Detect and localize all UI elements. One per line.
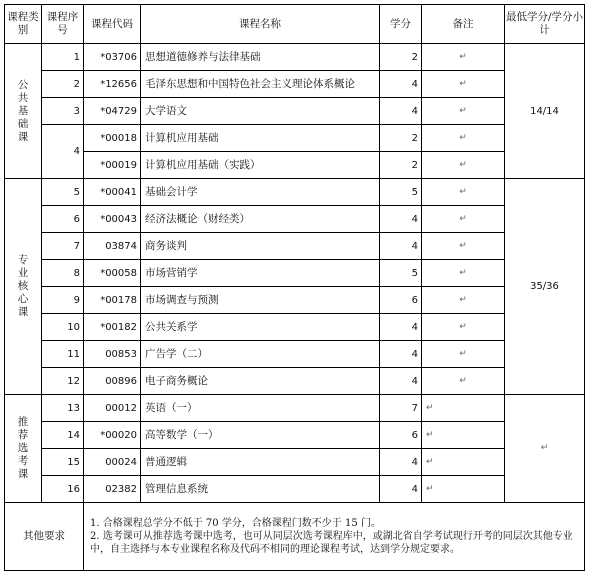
- row-remark: ↵: [422, 314, 505, 341]
- row-seq: 2: [42, 71, 84, 98]
- course-table: [4, 4, 585, 571]
- row-credit: 5: [380, 260, 422, 287]
- row-name: 计算机应用基础: [141, 125, 380, 152]
- row-code: 02382: [84, 476, 141, 503]
- row-code: *04729: [84, 98, 141, 125]
- row-name: 市场调查与预测: [141, 287, 380, 314]
- row-remark: ↵: [422, 395, 505, 422]
- row-name: 基础会计学: [141, 179, 380, 206]
- row-remark: ↵: [422, 476, 505, 503]
- row-code: *00041: [84, 179, 141, 206]
- row-code: *00043: [84, 206, 141, 233]
- header-remark: 备注: [422, 5, 505, 44]
- row-code: *00182: [84, 314, 141, 341]
- row-seq: 14: [42, 422, 84, 449]
- row-seq: 6: [42, 206, 84, 233]
- row-credit: 2: [380, 44, 422, 71]
- row-seq: 9: [42, 287, 84, 314]
- row-code: *00019: [84, 152, 141, 179]
- row-remark: ↵: [422, 368, 505, 395]
- table-row: [5, 152, 585, 179]
- row-seq: 15: [42, 449, 84, 476]
- row-code: *00058: [84, 260, 141, 287]
- row-code: 00853: [84, 341, 141, 368]
- row-seq: 7: [42, 233, 84, 260]
- row-credit: 4: [380, 368, 422, 395]
- row-seq: 8: [42, 260, 84, 287]
- row-code: *00018: [84, 125, 141, 152]
- table-row: [5, 233, 585, 260]
- category-label: 专业核心课: [17, 254, 29, 318]
- table-row: [5, 125, 585, 152]
- row-remark: ↵: [422, 71, 505, 98]
- table-row: [5, 260, 585, 287]
- category-elective: [5, 395, 42, 503]
- row-remark: ↵: [422, 287, 505, 314]
- table-row: [5, 314, 585, 341]
- category-label: 公共基础课: [17, 78, 29, 143]
- subtotal-elective: ↵: [505, 395, 585, 503]
- row-code: 03874: [84, 233, 141, 260]
- other-requirements-label: 其他要求: [5, 503, 84, 571]
- row-credit: 2: [380, 152, 422, 179]
- row-remark: ↵: [422, 125, 505, 152]
- other-requirements-notes: [84, 503, 585, 571]
- row-code: 00012: [84, 395, 141, 422]
- row-remark: ↵: [422, 44, 505, 71]
- category-public: [5, 44, 42, 179]
- row-credit: 4: [380, 449, 422, 476]
- row-code: *00020: [84, 422, 141, 449]
- row-seq: 10: [42, 314, 84, 341]
- row-name: 思想道德修养与法律基础: [141, 44, 380, 71]
- header-row: [5, 5, 585, 44]
- row-credit: 5: [380, 179, 422, 206]
- header-category: 课程类别: [5, 5, 42, 44]
- table-row: [5, 179, 585, 206]
- row-seq: 3: [42, 98, 84, 125]
- header-name: 课程名称: [141, 5, 380, 44]
- row-remark: ↵: [422, 206, 505, 233]
- row-credit: 4: [380, 98, 422, 125]
- table-row: [5, 206, 585, 233]
- row-credit: 7: [380, 395, 422, 422]
- row-credit: 4: [380, 233, 422, 260]
- table-row: [5, 422, 585, 449]
- header-credit: 学分: [380, 5, 422, 44]
- row-credit: 4: [380, 314, 422, 341]
- row-seq: 5: [42, 179, 84, 206]
- table-row: [5, 476, 585, 503]
- row-seq: 16: [42, 476, 84, 503]
- row-code: *12656: [84, 71, 141, 98]
- row-seq: 12: [42, 368, 84, 395]
- row-code: *03706: [84, 44, 141, 71]
- row-name: 商务谈判: [141, 233, 380, 260]
- row-remark: ↵: [422, 260, 505, 287]
- row-seq: 13: [42, 395, 84, 422]
- row-name: 电子商务概论: [141, 368, 380, 395]
- row-remark: ↵: [422, 422, 505, 449]
- header-code: 课程代码: [84, 5, 141, 44]
- requirement-note-1: 1. 合格课程总学分不低于 70 学分，合格课程门数不少于 15 门。: [90, 518, 381, 529]
- other-requirements-row: [5, 503, 585, 571]
- row-name: 大学语文: [141, 98, 380, 125]
- row-remark: ↵: [422, 341, 505, 368]
- row-credit: 4: [380, 476, 422, 503]
- requirement-note-2: 2. 选考课可从推荐选考课中选考，也可从同层次选考课程库中，或湖北省自学考试现行开考的同层次其他专业中，自主选择与本专业课程名称及代码不相同的理论课程考试，达到学分规定要求。: [90, 531, 573, 555]
- row-seq: 4: [42, 125, 84, 179]
- row-name: 广告学（二）: [141, 341, 380, 368]
- row-name: 经济法概论（财经类）: [141, 206, 380, 233]
- category-label: 推荐选考课: [17, 416, 29, 480]
- row-seq: 1: [42, 44, 84, 71]
- row-credit: 2: [380, 125, 422, 152]
- table-row: [5, 44, 585, 71]
- row-name: 毛泽东思想和中国特色社会主义理论体系概论: [141, 71, 380, 98]
- table-row: [5, 368, 585, 395]
- row-credit: 4: [380, 71, 422, 98]
- row-name: 普通逻辑: [141, 449, 380, 476]
- row-credit: 6: [380, 422, 422, 449]
- row-remark: ↵: [422, 179, 505, 206]
- table-row: [5, 449, 585, 476]
- row-name: 高等数学（一）: [141, 422, 380, 449]
- row-code: 00896: [84, 368, 141, 395]
- row-remark: ↵: [422, 98, 505, 125]
- row-name: 计算机应用基础（实践）: [141, 152, 380, 179]
- subtotal-core: 35/36: [505, 179, 585, 395]
- row-name: 市场营销学: [141, 260, 380, 287]
- table-row: [5, 395, 585, 422]
- table-row: [5, 287, 585, 314]
- row-remark: ↵: [422, 152, 505, 179]
- table-row: [5, 98, 585, 125]
- table-row: [5, 71, 585, 98]
- row-seq: 11: [42, 341, 84, 368]
- row-remark: ↵: [422, 233, 505, 260]
- row-name: 管理信息系统: [141, 476, 380, 503]
- row-name: 公共关系学: [141, 314, 380, 341]
- header-seq: 课程序号: [42, 5, 84, 44]
- row-code: *00178: [84, 287, 141, 314]
- category-core: [5, 179, 42, 395]
- table-row: [5, 341, 585, 368]
- row-credit: 4: [380, 206, 422, 233]
- row-code: 00024: [84, 449, 141, 476]
- row-name: 英语（一）: [141, 395, 380, 422]
- row-remark: ↵: [422, 449, 505, 476]
- row-credit: 4: [380, 341, 422, 368]
- subtotal-public: 14/14: [505, 44, 585, 179]
- row-credit: 6: [380, 287, 422, 314]
- header-min-credit: 最低学分/学分小计: [505, 5, 585, 44]
